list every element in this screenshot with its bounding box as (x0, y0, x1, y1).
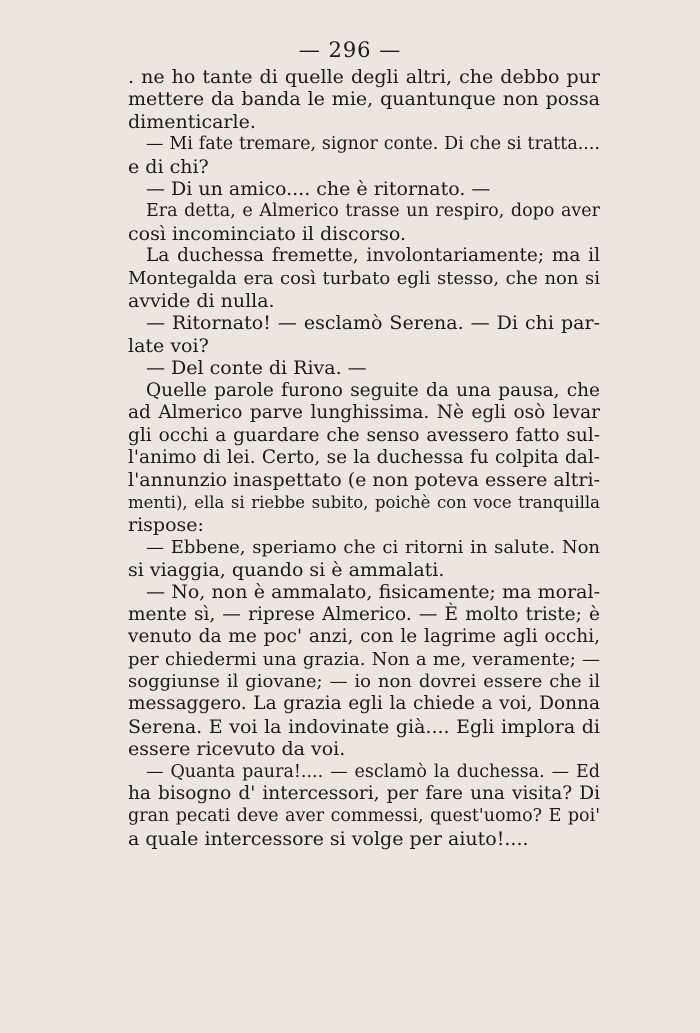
text-line: l'annunzio inaspettato (e non poteva essere altri- (128, 469, 600, 492)
text-line: late voi? (128, 334, 209, 357)
text-line: soggiunse il giovane; — io non dovrei essere che il (128, 670, 600, 692)
text-line: venuto da me poc' anzi, con le lagrime agli occhi, (128, 626, 600, 648)
text-line: ha bisogno d' intercessori, per fare una visita? Di (128, 783, 600, 804)
text-line: avvide di nulla. (128, 290, 275, 313)
text-line: Serena. E voi la indovinate già.... Egli implora di (128, 715, 600, 738)
text-line: — Di un amico.... che è ritornato. — (146, 178, 491, 201)
text-line: . ne ho tante di quelle degli altri, che debbo pur (128, 66, 600, 88)
text-line: messaggero. La grazia egli la chiede a voi, Donna (128, 693, 600, 715)
text-line: per chiedermi una grazia. Non a me, veramente; — (128, 648, 600, 670)
text-line: La duchessa fremette, involontariamente; ma il (146, 245, 600, 267)
text-line: gran pecati deve aver commessi, quest'uomo? E poi' (128, 806, 600, 827)
text-line: mente sì, — riprese Almerico. — È molto triste; è (128, 603, 600, 625)
text-line: Era detta, e Almerico trasse un respiro, dopo aver (146, 201, 600, 222)
text-line: gli occhi a guardare che senso avessero fatto sul- (128, 424, 600, 446)
text-line: rispose: (128, 514, 204, 537)
text-line: — No, non è ammalato, fisicamente; ma moral- (146, 581, 600, 604)
text-line: — Ebbene, speriamo che ci ritorni in salute. Non (146, 536, 600, 558)
text-line: a quale intercessore si volge per aiuto!.... (128, 827, 529, 850)
text-line: — Del conte di Riva. — (146, 357, 367, 380)
body-text (128, 66, 600, 850)
text-line: l'animo di lei. Certo, se la duchessa fu colpita dal- (128, 446, 600, 468)
text-line: e di chi? (128, 155, 209, 178)
text-line: mettere da banda le mie, quantunque non possa (128, 88, 600, 111)
text-line: essere ricevuto da voi. (128, 738, 346, 761)
text-line: — Ritornato! — esclamò Serena. — Di chi par- (146, 312, 600, 335)
text-line: dimenticarle. (128, 110, 256, 133)
text-line: Quelle parole furono seguite da una pausa, che (146, 379, 600, 401)
page-number: — 296 — (298, 38, 402, 62)
text-line: — Mi fate tremare, signor conte. Di che si tratta.... (146, 134, 600, 155)
text-line: così incominciato il discorso. (128, 222, 407, 245)
text-line: Montegalda era così turbato egli stesso, che non si (128, 267, 600, 289)
text-line: — Quanta paura!.... — esclamò la duchessa. — Ed (146, 761, 600, 782)
text-line: ad Almerico parve lunghissima. Nè egli osò levar (128, 402, 600, 424)
text-line: menti), ella si riebbe subito, poichè con voce tranquilla (128, 492, 600, 512)
text-line: si viaggia, quando si è ammalati. (128, 558, 445, 581)
